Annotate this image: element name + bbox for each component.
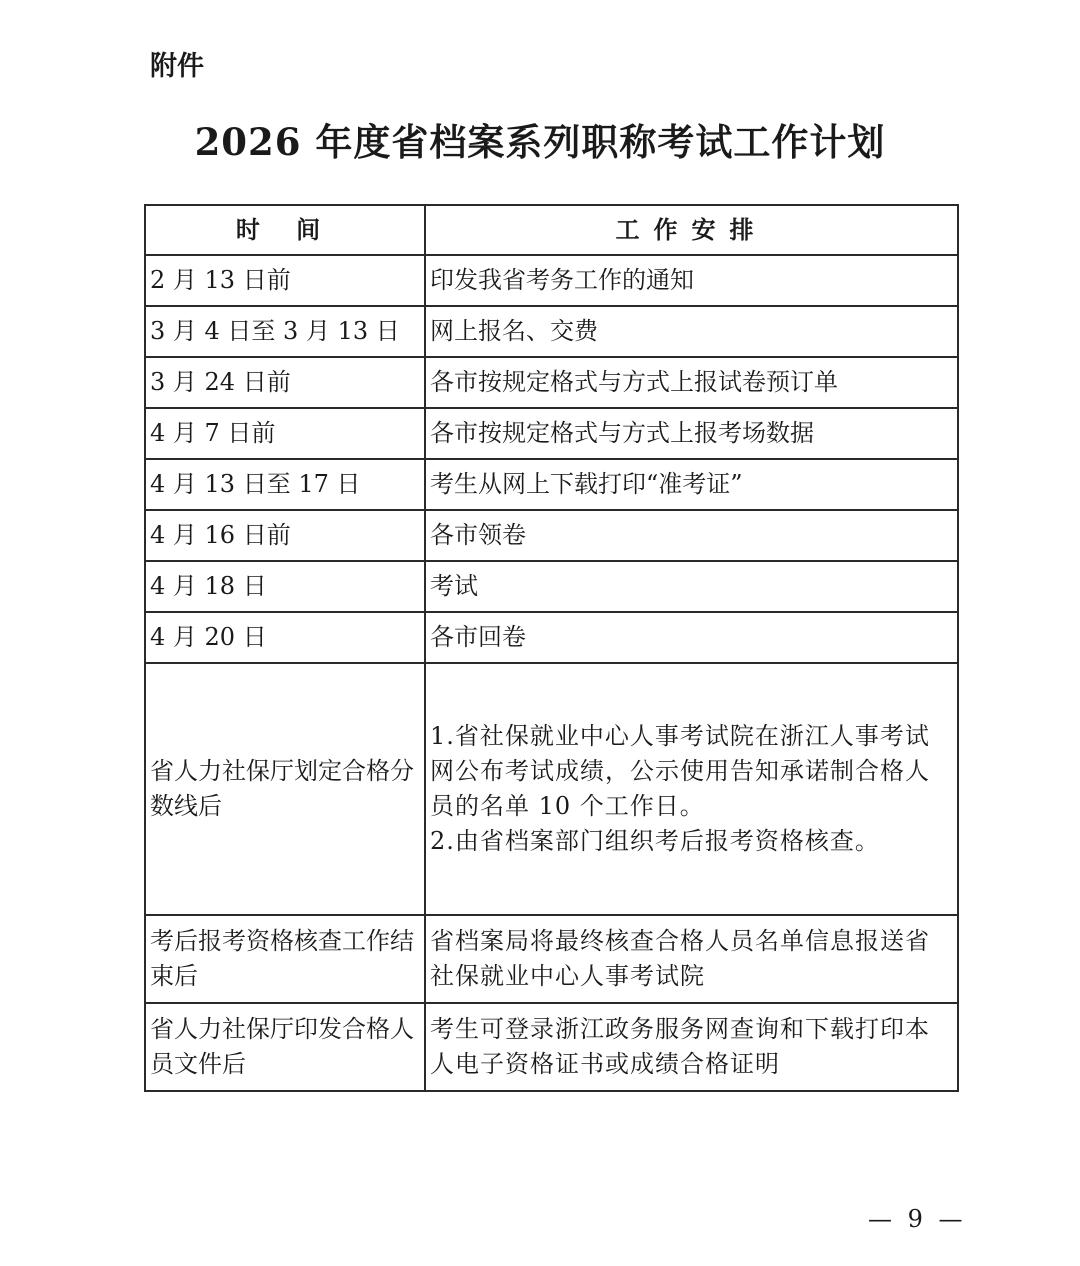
time-cell: 4 月 13 日至 17 日	[145, 459, 425, 510]
page-number: — 9 —	[868, 1205, 967, 1233]
table-row	[145, 306, 958, 357]
time-cell: 4 月 7 日前	[145, 408, 425, 459]
time-cell: 4 月 18 日	[145, 561, 425, 612]
table-row	[145, 357, 958, 408]
table-row	[145, 561, 958, 612]
time-cell: 3 月 24 日前	[145, 357, 425, 408]
table-row	[145, 1003, 958, 1091]
time-cell: 4 月 16 日前	[145, 510, 425, 561]
work-plan-table	[144, 204, 959, 1092]
table-header-row	[145, 205, 958, 255]
table-row	[145, 459, 958, 510]
work-item-2: 2.由省档案部门组织考后报考资格核查。	[430, 827, 880, 855]
work-cell: 考生从网上下载打印“准考证”	[425, 459, 958, 510]
table-row	[145, 255, 958, 306]
time-cell: 考后报考资格核查工作结束后	[145, 915, 425, 1003]
work-cell: 印发我省考务工作的通知	[425, 255, 958, 306]
attachment-label: 附件	[150, 51, 204, 82]
column-header-time: 时 间	[145, 205, 425, 255]
table-row	[145, 663, 958, 915]
work-cell: 各市按规定格式与方式上报试卷预订单	[425, 357, 958, 408]
time-cell: 省人力社保厅印发合格人员文件后	[145, 1003, 425, 1091]
time-cell: 2 月 13 日前	[145, 255, 425, 306]
work-cell: 考生可登录浙江政务服务网查询和下载打印本人电子资格证书或成绩合格证明	[425, 1003, 958, 1091]
work-cell	[425, 663, 958, 915]
work-cell: 网上报名、交费	[425, 306, 958, 357]
work-cell: 各市领卷	[425, 510, 958, 561]
time-cell: 3 月 4 日至 3 月 13 日	[145, 306, 425, 357]
document-title: 2026 年度省档案系列职称考试工作计划	[194, 120, 886, 164]
time-cell: 4 月 20 日	[145, 612, 425, 663]
work-cell: 考试	[425, 561, 958, 612]
table-row	[145, 408, 958, 459]
column-header-work: 工作安排	[425, 205, 958, 255]
work-cell: 各市回卷	[425, 612, 958, 663]
table-row	[145, 510, 958, 561]
work-cell: 各市按规定格式与方式上报考场数据	[425, 408, 958, 459]
time-cell: 省人力社保厅划定合格分数线后	[145, 663, 425, 915]
work-cell: 省档案局将最终核查合格人员名单信息报送省社保就业中心人事考试院	[425, 915, 958, 1003]
work-item-1: 1.省社保就业中心人事考试院在浙江人事考试网公布考试成绩，公示使用告知承诺制合格人员的名单 10 个工作日。	[430, 722, 930, 820]
table-row	[145, 915, 958, 1003]
table-row	[145, 612, 958, 663]
